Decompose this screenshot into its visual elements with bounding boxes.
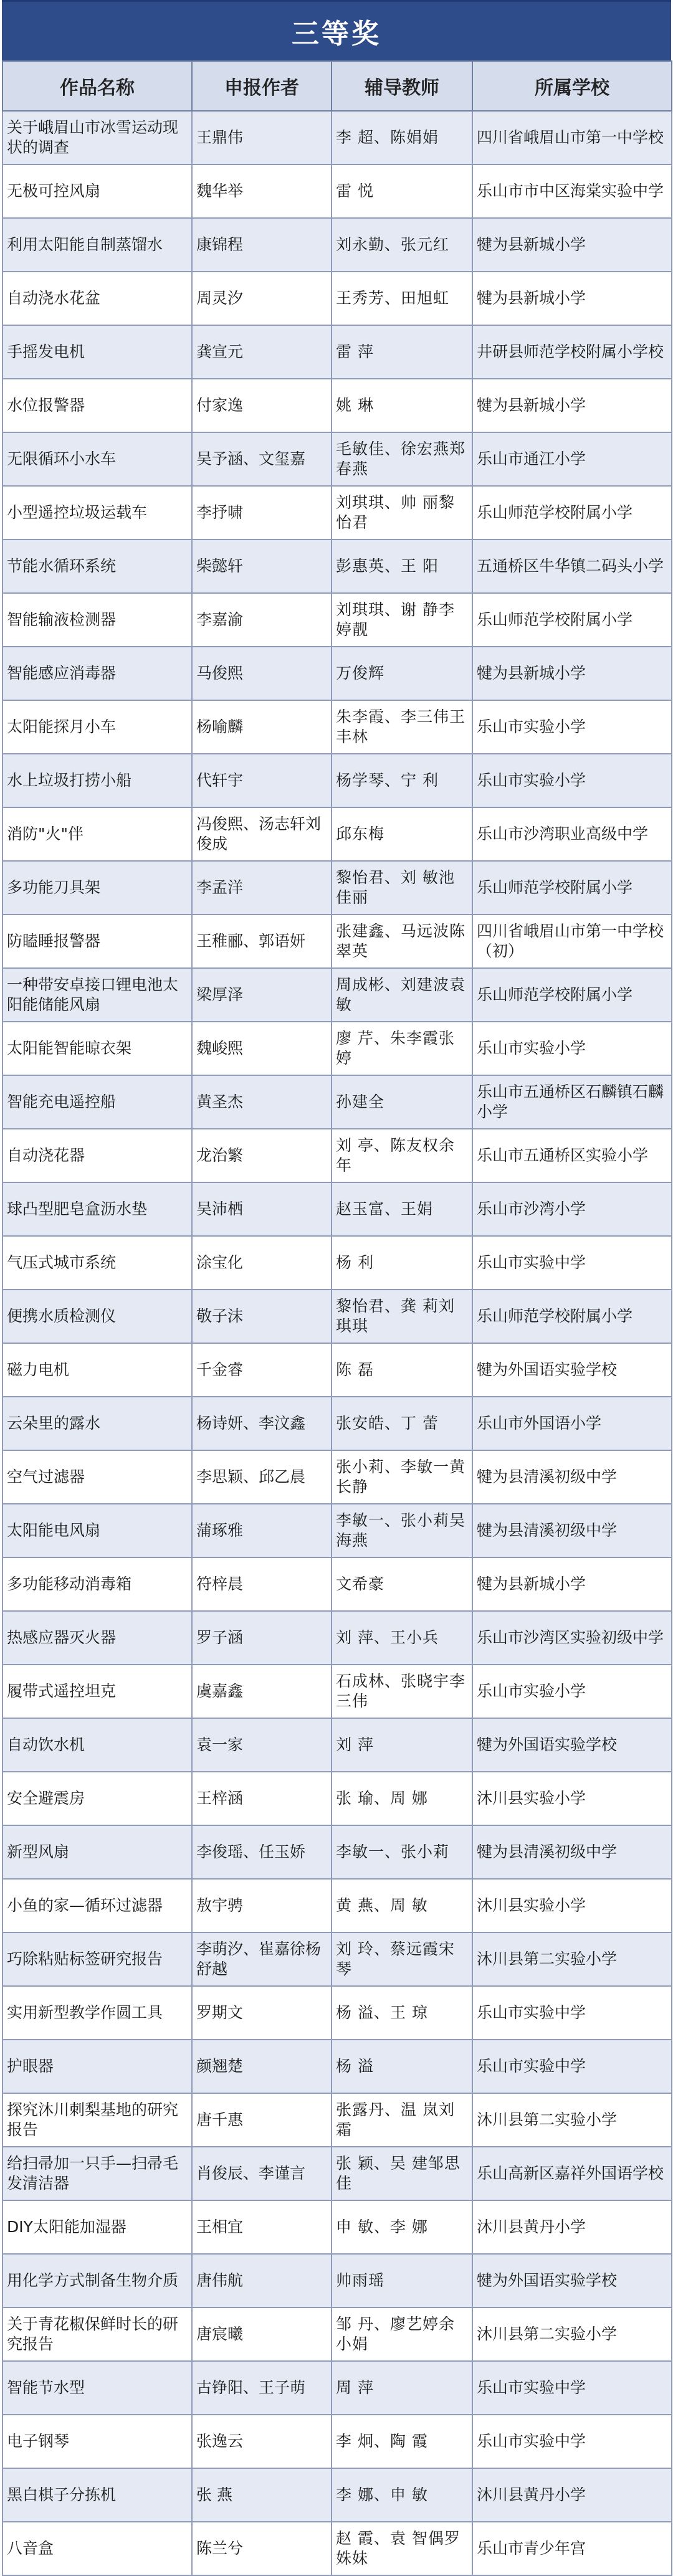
author-cell: 李萌汐、崔嘉徐杨舒越 <box>192 1932 332 1986</box>
table-row <box>2 2200 672 2254</box>
table-row <box>2 2522 672 2575</box>
author-cell: 杨诗妍、李汶鑫 <box>192 1397 332 1450</box>
table-row <box>2 2468 672 2522</box>
teacher-cell: 张 瑜、周 娜 <box>332 1772 472 1825</box>
table-row <box>2 1397 672 1450</box>
author-cell: 唐千惠 <box>192 2093 332 2147</box>
school-cell: 犍为县新城小学 <box>472 272 672 325</box>
work-name-cell: 节能水循环系统 <box>2 539 192 593</box>
teacher-cell: 张建鑫、马远波陈翠英 <box>332 915 472 968</box>
teacher-cell: 刘 萍 <box>332 1718 472 1772</box>
author-cell: 敬子沫 <box>192 1290 332 1343</box>
teacher-cell: 杨学琴、宁 利 <box>332 754 472 807</box>
work-name-cell: 利用太阳能自制蒸馏水 <box>2 218 192 272</box>
author-cell: 符梓晨 <box>192 1557 332 1611</box>
teacher-cell: 邱东梅 <box>332 807 472 861</box>
school-cell: 沐川县黄丹小学 <box>472 2468 672 2522</box>
work-name-cell: 智能节水型 <box>2 2361 192 2415</box>
school-cell: 乐山市实验小学 <box>472 1022 672 1075</box>
table-row <box>2 754 672 807</box>
table-row <box>2 1665 672 1718</box>
table-row <box>2 2307 672 2361</box>
table-row <box>2 379 672 432</box>
teacher-cell: 黎怡君、刘 敏池佳丽 <box>332 861 472 915</box>
author-cell: 魏华举 <box>192 164 332 218</box>
school-cell: 四川省峨眉山市第一中学校 <box>472 111 672 164</box>
teacher-cell: 李敏一、张小莉 <box>332 1825 472 1879</box>
author-cell: 李思颖、邱乙晨 <box>192 1450 332 1504</box>
author-cell: 龙治繁 <box>192 1129 332 1182</box>
work-name-cell: 智能输液检测器 <box>2 593 192 647</box>
school-cell: 犍为县新城小学 <box>472 647 672 700</box>
header-author: 申报作者 <box>192 61 332 111</box>
teacher-cell: 刘 亭、陈友权余 年 <box>332 1129 472 1182</box>
author-cell: 唐伟航 <box>192 2254 332 2307</box>
teacher-cell: 杨 溢 <box>332 2040 472 2093</box>
work-name-cell: 八音盒 <box>2 2522 192 2575</box>
author-cell: 罗子涵 <box>192 1611 332 1665</box>
table-row <box>2 218 672 272</box>
school-cell: 乐山市外国语小学 <box>472 1397 672 1450</box>
school-cell: 乐山市实验中学 <box>472 2415 672 2468</box>
author-cell: 张逸云 <box>192 2415 332 2468</box>
table-row <box>2 1611 672 1665</box>
author-cell: 陈兰兮 <box>192 2522 332 2575</box>
work-name-cell: 磁力电机 <box>2 1343 192 1397</box>
work-name-cell: 给扫帚加一只手—扫帚毛发清洁器 <box>2 2147 192 2200</box>
work-name-cell: 水上垃圾打捞小船 <box>2 754 192 807</box>
table-row <box>2 1825 672 1879</box>
author-cell: 梁厚泽 <box>192 968 332 1022</box>
table-row <box>2 272 672 325</box>
school-cell: 乐山市通江小学 <box>472 432 672 486</box>
school-cell: 犍为外国语实验学校 <box>472 1343 672 1397</box>
school-cell: 犍为县新城小学 <box>472 379 672 432</box>
author-cell: 王稚郦、郭语妍 <box>192 915 332 968</box>
school-cell: 沐川县第二实验小学 <box>472 2307 672 2361</box>
teacher-cell: 孙建全 <box>332 1075 472 1129</box>
work-name-cell: 多功能刀具架 <box>2 861 192 915</box>
header-row <box>2 61 672 111</box>
school-cell: 乐山市市中区海棠实验中学 <box>472 164 672 218</box>
teacher-cell: 朱李霞、李三伟王丰林 <box>332 700 472 754</box>
teacher-cell: 刘琪琪、帅 丽黎怡君 <box>332 486 472 539</box>
teacher-cell: 杨 溢、王 琼 <box>332 1986 472 2040</box>
table-row <box>2 1504 672 1557</box>
work-name-cell: 手摇发电机 <box>2 325 192 379</box>
work-name-cell: 多功能移动消毒箱 <box>2 1557 192 1611</box>
school-cell: 沐川县黄丹小学 <box>472 2200 672 2254</box>
work-name-cell: 太阳能智能晾衣架 <box>2 1022 192 1075</box>
school-cell: 乐山市实验小学 <box>472 700 672 754</box>
work-name-cell: 球凸型肥皂盒沥水垫 <box>2 1182 192 1236</box>
teacher-cell: 万俊辉 <box>332 647 472 700</box>
author-cell: 李孟洋 <box>192 861 332 915</box>
table-row <box>2 1450 672 1504</box>
teacher-cell: 刘永勤、张元红 <box>332 218 472 272</box>
table-row <box>2 1290 672 1343</box>
table-row <box>2 1932 672 1986</box>
work-name-cell: 无限循环小水车 <box>2 432 192 486</box>
author-cell: 王相宜 <box>192 2200 332 2254</box>
author-cell: 吴沛栖 <box>192 1182 332 1236</box>
school-cell: 乐山师范学校附属小学 <box>472 1290 672 1343</box>
work-name-cell: 用化学方式制备生物介质 <box>2 2254 192 2307</box>
work-name-cell: 热感应器灭火器 <box>2 1611 192 1665</box>
work-name-cell: 小鱼的家—循环过滤器 <box>2 1879 192 1932</box>
table-row <box>2 1986 672 2040</box>
school-cell: 井研县师范学校附属小学校 <box>472 325 672 379</box>
author-cell: 唐宸曦 <box>192 2307 332 2361</box>
awards-table <box>2 60 672 2576</box>
teacher-cell: 廖 芹、朱李霞张 婷 <box>332 1022 472 1075</box>
author-cell: 付家逸 <box>192 379 332 432</box>
teacher-cell: 申 敏、李 娜 <box>332 2200 472 2254</box>
header-work-name: 作品名称 <box>2 61 192 111</box>
author-cell: 千金睿 <box>192 1343 332 1397</box>
school-cell: 犍为外国语实验学校 <box>472 2254 672 2307</box>
school-cell: 乐山市实验小学 <box>472 754 672 807</box>
school-cell: 沐川县第二实验小学 <box>472 1932 672 1986</box>
teacher-cell: 黄 燕、周 敏 <box>332 1879 472 1932</box>
school-cell: 沐川县第二实验小学 <box>472 2093 672 2147</box>
table-row <box>2 2147 672 2200</box>
teacher-cell: 黎怡君、龚 莉刘琪琪 <box>332 1290 472 1343</box>
work-name-cell: 智能充电遥控船 <box>2 1075 192 1129</box>
table-row <box>2 2254 672 2307</box>
work-name-cell: 气压式城市系统 <box>2 1236 192 1290</box>
table-row <box>2 1772 672 1825</box>
work-name-cell: 探究沐川刺梨基地的研究报告 <box>2 2093 192 2147</box>
teacher-cell: 张小莉、李敏一黄长静 <box>332 1450 472 1504</box>
school-cell: 乐山市五通桥区石麟镇石麟小学 <box>472 1075 672 1129</box>
work-name-cell: 巧除粘贴标签研究报告 <box>2 1932 192 1986</box>
table-row <box>2 1022 672 1075</box>
author-cell: 敖宇骋 <box>192 1879 332 1932</box>
author-cell: 柴懿轩 <box>192 539 332 593</box>
work-name-cell: 一种带安卓接口锂电池太阳能储能风扇 <box>2 968 192 1022</box>
work-name-cell: 智能感应消毒器 <box>2 647 192 700</box>
teacher-cell: 帅雨瑶 <box>332 2254 472 2307</box>
work-name-cell: 太阳能电风扇 <box>2 1504 192 1557</box>
author-cell: 李俊瑶、任玉娇 <box>192 1825 332 1879</box>
table-row <box>2 164 672 218</box>
school-cell: 乐山市沙湾职业高级中学 <box>472 807 672 861</box>
teacher-cell: 李 超、陈娟娟 <box>332 111 472 164</box>
teacher-cell: 姚 琳 <box>332 379 472 432</box>
teacher-cell: 毛敏佳、徐宏燕郑春燕 <box>332 432 472 486</box>
work-name-cell: DIY太阳能加湿器 <box>2 2200 192 2254</box>
work-name-cell: 太阳能探月小车 <box>2 700 192 754</box>
school-cell: 乐山师范学校附属小学 <box>472 861 672 915</box>
author-cell: 代轩宇 <box>192 754 332 807</box>
work-name-cell: 护眼器 <box>2 2040 192 2093</box>
work-name-cell: 关于青花椒保鲜时长的研究报告 <box>2 2307 192 2361</box>
author-cell: 袁一家 <box>192 1718 332 1772</box>
teacher-cell: 李 炯、陶 霞 <box>332 2415 472 2468</box>
teacher-cell: 李敏一、张小莉吴海燕 <box>332 1504 472 1557</box>
table-row <box>2 1182 672 1236</box>
table-row <box>2 2415 672 2468</box>
table-row <box>2 1129 672 1182</box>
work-name-cell: 便携水质检测仪 <box>2 1290 192 1343</box>
school-cell: 犍为县清溪初级中学 <box>472 1504 672 1557</box>
teacher-cell: 李 娜、申 敏 <box>332 2468 472 2522</box>
work-name-cell: 履带式遥控坦克 <box>2 1665 192 1718</box>
author-cell: 龚宣元 <box>192 325 332 379</box>
school-cell: 乐山高新区嘉祥外国语学校 <box>472 2147 672 2200</box>
teacher-cell: 彭惠英、王 阳 <box>332 539 472 593</box>
teacher-cell: 赵 霞、袁 智偶罗姝妹 <box>332 2522 472 2575</box>
teacher-cell: 王秀芳、田旭虹 <box>332 272 472 325</box>
school-cell: 乐山市实验中学 <box>472 2040 672 2093</box>
teacher-cell: 张安皓、丁 蕾 <box>332 1397 472 1450</box>
author-cell: 马俊熙 <box>192 647 332 700</box>
author-cell: 蒲琢雅 <box>192 1504 332 1557</box>
school-cell: 乐山师范学校附属小学 <box>472 593 672 647</box>
awards-sheet <box>2 0 671 2576</box>
table-row <box>2 1718 672 1772</box>
table-row <box>2 432 672 486</box>
author-cell: 魏峻熙 <box>192 1022 332 1075</box>
teacher-cell: 邹 丹、廖艺婷余小娟 <box>332 2307 472 2361</box>
author-cell: 吴予涵、文玺嘉 <box>192 432 332 486</box>
table-row <box>2 861 672 915</box>
teacher-cell: 赵玉富、王娟 <box>332 1182 472 1236</box>
school-cell: 犍为县新城小学 <box>472 218 672 272</box>
table-row <box>2 325 672 379</box>
author-cell: 周灵汐 <box>192 272 332 325</box>
table-row <box>2 1879 672 1932</box>
school-cell: 沐川县实验小学 <box>472 1879 672 1932</box>
author-cell: 黄圣杰 <box>192 1075 332 1129</box>
work-name-cell: 新型风扇 <box>2 1825 192 1879</box>
table-row <box>2 2361 672 2415</box>
table-row <box>2 111 672 164</box>
teacher-cell: 陈 磊 <box>332 1343 472 1397</box>
header-school: 所属学校 <box>472 61 672 111</box>
table-row <box>2 807 672 861</box>
author-cell: 古铮阳、王子萌 <box>192 2361 332 2415</box>
author-cell: 康锦程 <box>192 218 332 272</box>
author-cell: 肖俊辰、李谨言 <box>192 2147 332 2200</box>
table-row <box>2 700 672 754</box>
author-cell: 冯俊熙、汤志轩刘俊成 <box>192 807 332 861</box>
table-row <box>2 486 672 539</box>
table-row <box>2 968 672 1022</box>
author-cell: 涂宝化 <box>192 1236 332 1290</box>
table-row <box>2 2040 672 2093</box>
teacher-cell: 张露丹、温 岚刘 霜 <box>332 2093 472 2147</box>
author-cell: 李抒啸 <box>192 486 332 539</box>
teacher-cell: 张 颖、吴 建邹思佳 <box>332 2147 472 2200</box>
author-cell: 杨喻麟 <box>192 700 332 754</box>
header-teacher: 辅导教师 <box>332 61 472 111</box>
teacher-cell: 刘 玲、蔡远霞宋 琴 <box>332 1932 472 1986</box>
school-cell: 乐山市实验中学 <box>472 2361 672 2415</box>
table-row <box>2 1557 672 1611</box>
school-cell: 乐山市实验小学 <box>472 1665 672 1718</box>
school-cell: 乐山市沙湾小学 <box>472 1182 672 1236</box>
school-cell: 乐山市实验中学 <box>472 1236 672 1290</box>
table-row <box>2 647 672 700</box>
school-cell: 犍为县清溪初级中学 <box>472 1450 672 1504</box>
author-cell: 虞嘉鑫 <box>192 1665 332 1718</box>
work-name-cell: 空气过滤器 <box>2 1450 192 1504</box>
author-cell: 张 燕 <box>192 2468 332 2522</box>
teacher-cell: 杨 利 <box>332 1236 472 1290</box>
table-body <box>2 111 672 2575</box>
work-name-cell: 云朵里的露水 <box>2 1397 192 1450</box>
teacher-cell: 刘琪琪、谢 静李婷靓 <box>332 593 472 647</box>
work-name-cell: 自动浇水花盆 <box>2 272 192 325</box>
work-name-cell: 实用新型教学作圆工具 <box>2 1986 192 2040</box>
school-cell: 犍为县清溪初级中学 <box>472 1825 672 1879</box>
teacher-cell: 文希豪 <box>332 1557 472 1611</box>
work-name-cell: 小型遥控垃圾运载车 <box>2 486 192 539</box>
school-cell: 乐山市实验中学 <box>472 1986 672 2040</box>
work-name-cell: 电子钢琴 <box>2 2415 192 2468</box>
author-cell: 王鼎伟 <box>192 111 332 164</box>
author-cell: 颜翘楚 <box>192 2040 332 2093</box>
school-cell: 沐川县实验小学 <box>472 1772 672 1825</box>
work-name-cell: 黑白棋子分拣机 <box>2 2468 192 2522</box>
teacher-cell: 雷 萍 <box>332 325 472 379</box>
author-cell: 王梓涵 <box>192 1772 332 1825</box>
table-header <box>2 61 672 111</box>
teacher-cell: 雷 悦 <box>332 164 472 218</box>
table-row <box>2 915 672 968</box>
table-row <box>2 539 672 593</box>
table-row <box>2 593 672 647</box>
author-cell: 李嘉渝 <box>192 593 332 647</box>
teacher-cell: 周 萍 <box>332 2361 472 2415</box>
work-name-cell: 安全避震房 <box>2 1772 192 1825</box>
school-cell: 乐山市青少年宫 <box>472 2522 672 2575</box>
work-name-cell: 关于峨眉山市冰雪运动现状的调查 <box>2 111 192 164</box>
work-name-cell: 水位报警器 <box>2 379 192 432</box>
table-row <box>2 1343 672 1397</box>
work-name-cell: 自动浇花器 <box>2 1129 192 1182</box>
author-cell: 罗期文 <box>192 1986 332 2040</box>
work-name-cell: 自动饮水机 <box>2 1718 192 1772</box>
school-cell: 乐山师范学校附属小学 <box>472 486 672 539</box>
table-row <box>2 2093 672 2147</box>
school-cell: 四川省峨眉山市第一中学校（初） <box>472 915 672 968</box>
work-name-cell: 防瞌睡报警器 <box>2 915 192 968</box>
table-row <box>2 1075 672 1129</box>
teacher-cell: 周成彬、刘建波袁敏 <box>332 968 472 1022</box>
school-cell: 乐山市五通桥区实验小学 <box>472 1129 672 1182</box>
teacher-cell: 刘 萍、王小兵 <box>332 1611 472 1665</box>
school-cell: 犍为县新城小学 <box>472 1557 672 1611</box>
work-name-cell: 无极可控风扇 <box>2 164 192 218</box>
school-cell: 犍为外国语实验学校 <box>472 1718 672 1772</box>
school-cell: 乐山师范学校附属小学 <box>472 968 672 1022</box>
teacher-cell: 石成林、张晓宇李三伟 <box>332 1665 472 1718</box>
table-row <box>2 1236 672 1290</box>
work-name-cell: 消防"火"伴 <box>2 807 192 861</box>
school-cell: 五通桥区牛华镇二码头小学 <box>472 539 672 593</box>
award-title: 三等奖 <box>2 0 671 60</box>
school-cell: 乐山市沙湾区实验初级中学 <box>472 1611 672 1665</box>
